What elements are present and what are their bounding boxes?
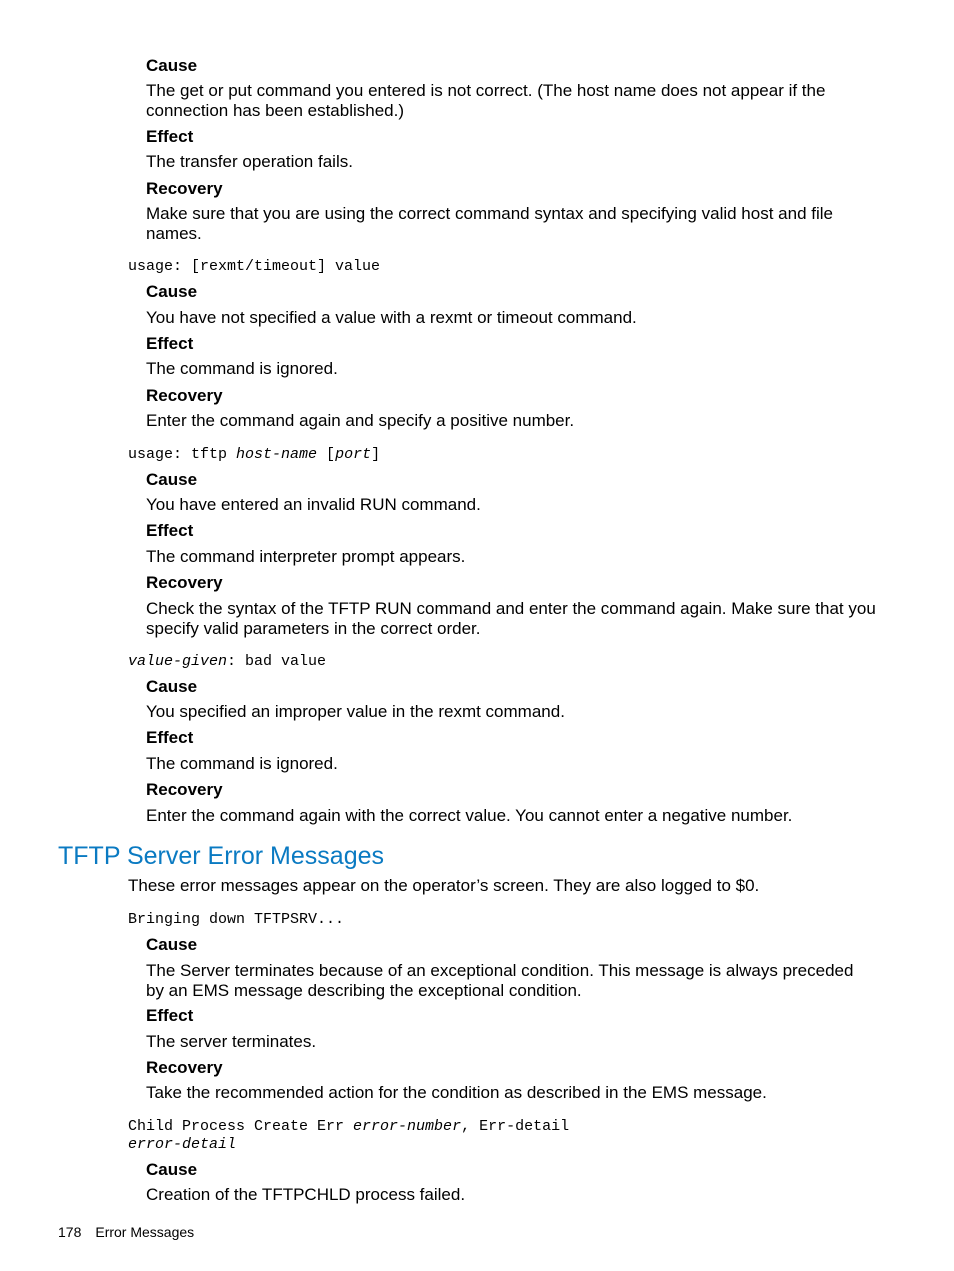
cause-text: You have not specified a value with a rexmt or timeout command. <box>146 308 637 327</box>
cause-label: Cause <box>146 935 198 954</box>
cause-text <box>146 81 825 120</box>
recovery-label: Recovery <box>146 179 223 198</box>
effect-text: The server terminates. <box>146 1032 317 1051</box>
error-message-code <box>128 446 380 464</box>
section-intro: These error messages appear on the operator’s screen. They are also logged to $0. <box>128 876 760 895</box>
cause-label: Cause <box>146 470 198 489</box>
effect-text: The command is ignored. <box>146 754 338 773</box>
effect-label: Effect <box>146 334 194 353</box>
code-variable: error-number <box>353 1118 462 1135</box>
recovery-text: Take the recommended action for the condition as described in the EMS message. <box>146 1083 767 1102</box>
section-heading: TFTP Server Error Messages <box>58 842 385 870</box>
effect-text: The command is ignored. <box>146 359 338 378</box>
code-literal: [ <box>317 446 336 463</box>
recovery-text <box>146 599 876 638</box>
error-message-code: Bringing down TFTPSRV... <box>128 911 345 928</box>
cause-text: You have entered an invalid RUN command. <box>146 495 481 514</box>
error-message-code: usage: [rexmt/timeout] value <box>128 258 381 275</box>
effect-label: Effect <box>146 728 194 747</box>
cause-text <box>146 961 853 1000</box>
recovery-line: names. <box>146 223 202 243</box>
recovery-line: specify valid parameters in the correct order. <box>146 618 481 638</box>
page-footer <box>58 1223 194 1241</box>
code-literal: ] <box>371 446 381 463</box>
code-literal: , Err-detail <box>461 1118 570 1135</box>
code-literal: : bad value <box>227 653 327 670</box>
footer-section-name: Error Messages <box>95 1224 195 1240</box>
cause-line: The Server terminates because of an exceptional condition. This message is always preceded <box>146 961 854 980</box>
recovery-text <box>146 204 833 243</box>
effect-label: Effect <box>146 127 194 146</box>
code-variable: port <box>335 446 372 463</box>
code-variable: host-name <box>236 446 318 463</box>
code-line <box>128 1118 569 1136</box>
effect-text: The transfer operation fails. <box>146 152 353 171</box>
error-message-code <box>128 1118 569 1154</box>
cause-text: Creation of the TFTPCHLD process failed. <box>146 1185 466 1204</box>
effect-text: The command interpreter prompt appears. <box>146 547 466 566</box>
code-variable: error-detail <box>128 1136 237 1153</box>
code-line <box>128 1136 569 1154</box>
recovery-line: Make sure that you are using the correct command syntax and specifying valid host and file <box>146 204 833 223</box>
recovery-label: Recovery <box>146 780 223 799</box>
code-variable: value-given <box>128 653 228 670</box>
code-literal: usage: tftp <box>128 446 237 463</box>
cause-line: connection has been established.) <box>146 100 405 120</box>
code-literal: Child Process Create Err <box>128 1118 354 1135</box>
effect-label: Effect <box>146 521 194 540</box>
cause-label: Cause <box>146 677 198 696</box>
cause-line: by an EMS message describing the exceptional condition. <box>146 980 582 1000</box>
error-message-code <box>128 653 326 671</box>
recovery-line: Check the syntax of the TFTP RUN command and enter the command again. Make sure that you <box>146 599 876 618</box>
recovery-label: Recovery <box>146 573 223 592</box>
recovery-label: Recovery <box>146 386 223 405</box>
cause-label: Cause <box>146 56 198 75</box>
cause-line: The get or put command you entered is not correct. (The host name does not appear if the <box>146 81 826 100</box>
page-number: 178 <box>58 1224 82 1240</box>
cause-label: Cause <box>146 1160 198 1179</box>
effect-label: Effect <box>146 1006 194 1025</box>
cause-label: Cause <box>146 282 198 301</box>
recovery-label: Recovery <box>146 1058 223 1077</box>
cause-text: You specified an improper value in the rexmt command. <box>146 702 565 721</box>
recovery-text: Enter the command again with the correct value. You cannot enter a negative number. <box>146 806 793 825</box>
recovery-text: Enter the command again and specify a positive number. <box>146 411 575 430</box>
